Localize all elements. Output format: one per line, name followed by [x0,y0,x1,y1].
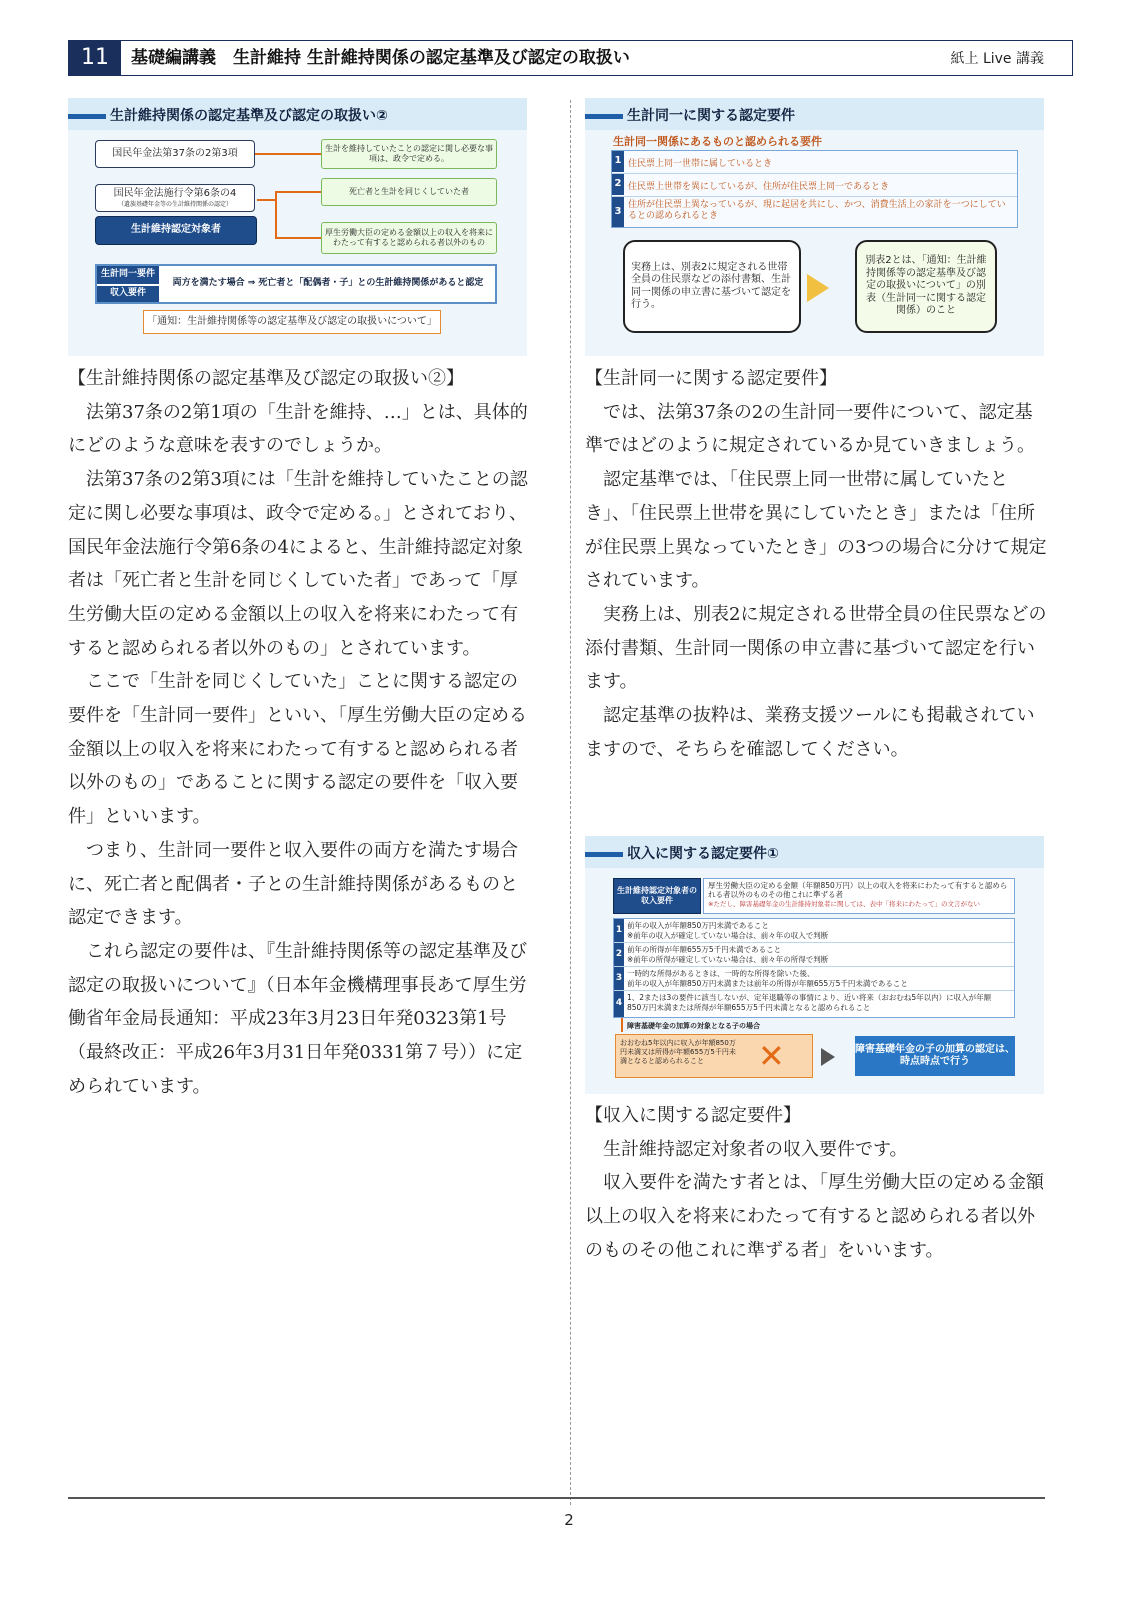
item-text [627,969,908,989]
footer-rule [68,1497,1045,1499]
section-heading: 【生計維持関係の認定基準及び認定の取扱い②】 [68,368,464,389]
list-item [612,197,1017,227]
paragraph: 認定基準では、「住民票上同一世帯に属していたとき」、「住民票上世帯を異にしていたとき」または「住所が住民票上異なっていたとき」の3つの場合に分けて規定されています。 [585,469,1047,592]
paragraph: 収入要件を満たす者とは、「厚生労働大臣の定める金額以上の収入を将来にわたって有すると認められる者以外のものその他これに準ずる者」をいいます。 [585,1172,1044,1261]
paragraph: では、法第37条の2の生計同一要件について、認定基準ではどのように規定されているか見ていきましょう。 [585,401,1035,457]
paragraph: 法第37条の2第1項の「生計を維持、…」とは、具体的にどのような意味を表すのでしょうか。 [68,401,528,457]
item-number: 2 [612,174,624,195]
item-line1: 前年の収入が年額850万円未満であること [627,921,769,930]
left-column-text [68,362,530,1103]
right-column-text-1 [585,362,1047,766]
slide-same-livelihood [585,98,1044,356]
paragraph: ここで「生計を同じくしていた」ことに関する認定の要件を「生計同一要件」といい、「厚生労働大臣の定める金額以上の収入を将来にわたって有すると認められる者以外のもの」であることに関する認定の要件を「収入要件」といいます。 [68,671,527,828]
right-column-text-2 [585,1099,1047,1268]
law-box-line2: （遺族基礎年金等の生計維持関係の認定） [117,200,232,208]
green-box-2: 死亡者と生計を同じくしていた者 [321,178,497,206]
item-text [627,945,828,965]
item-line2: ※前年の所得が確定していない場合は、前々年の所得で判断 [627,955,829,965]
paragraph: 認定基準の抜粋は、業務支援ツールにも掲載されていますので、そちらを確認してください。 [585,705,1035,760]
arrow-right-icon [821,1048,835,1066]
paragraph: 実務上は、別表2に規定される世帯全員の住民票などの添付書類、生計同一関係の申立書に基づいて認定を行います。 [585,603,1047,693]
list-item [614,919,1014,943]
item-text: 住所が住民票上異なっているが、現に起居を共にし、かつ、消費生活上の家計を一つにしているとの認められるとき [628,200,1006,221]
paragraph: 生計維持認定対象者の収入要件です。 [603,1138,908,1160]
slide-income-requirement [585,836,1044,1094]
section-heading: 【生計同一に関する認定要件】 [585,368,837,389]
practice-box: 実務上は、別表2に規定される世帯全員の住民票などの添付書類、生計同一関係の申立書に基づいて認定を行う。 [623,240,801,333]
item-number: 1 [614,919,624,942]
page-number: 2 [564,1511,574,1529]
slide-subtitle: 生計同一関係にあるものと認められる要件 [613,135,822,148]
table2-box: 別表2とは、「通知：生計維持関係等の認定基準及び認定の取扱いについて」の別表（生計同一に関する認定関係）のこと [855,240,997,333]
green-box-3: 厚生労働大臣の定める金額以上の収入を将来にわたって有すると認められる者以外のもの [321,222,497,254]
item-line1: 前年の所得が年額655万5千円未満であること [627,945,782,954]
slide-title-bar [68,98,527,130]
item-line1: 一時的な所得があるときは、一時的な所得を除いた後、 [627,969,815,978]
column-divider [570,100,571,1505]
item-number: 2 [614,943,624,966]
item-number: 4 [614,991,624,1017]
slide-title-bar [585,836,1044,868]
item-line2: 850万円未満または所得が年額655万5千円未満となると認められること [627,1003,871,1013]
paragraph: これら認定の要件は、『生計維持関係等の認定基準及び認定の取扱いについて』（日本年金機構理事長あて厚生労働省年金局長通知：平成23年3月23日年発0323第1号（最終改正：平成26年3月31日年発0331第７号））に定められています。 [68,940,527,1097]
law-box-line1: 国民年金法施行令第6条の4 [113,188,237,199]
page-subtitle: 紙上 Live 講義 [950,51,1044,67]
item-text: 住民票上世帯を異にしているが、住所が住民票上同一であるとき [628,182,890,192]
paragraph: 法第37条の2第3項には「生計を維持していたことの認定に関し必要な事項は、政令で定める。」とされており、国民年金法施行令第6条の4によると、生計維持認定対象者は「死亡者と生計を同じくしていた者」であって「厚生労働大臣の定める金額以上の収入を将来にわたって有すると認められる者以外のもの」とされています。 [68,469,528,659]
green-box-1: 生計を維持していたことの認定に関し必要な事項は、政令で定める。 [321,139,497,169]
req-label-2: 収入要件 [97,286,159,302]
arrow-right-icon [807,274,829,302]
target-box: 生計維持認定対象者 [95,216,257,245]
orange-box [615,1034,813,1078]
item-line2: 前年の収入が年額850万円未満または前年の所得が年額655万5千円未満であること [627,979,908,989]
child-note: 障害基礎年金の加算の対象となる子の場合 [627,1022,760,1030]
chapter-number: 11 [69,41,121,75]
section-heading: 【収入に関する認定要件】 [585,1105,801,1126]
slide-title: 収入に関する認定要件① [627,846,779,862]
req-label-1: 生計同一要件 [97,266,159,284]
income-list [613,918,1015,1018]
list-item [614,943,1014,967]
slide-title: 生計維持関係の認定基準及び認定の取扱い② [110,108,388,124]
notice-box: 「通知：生計維持関係等の認定基準及び認定の取扱いについて」 [143,310,441,334]
page-header [68,40,1073,76]
item-text: 住民票上同一世帯に属しているとき [628,159,773,169]
paragraph: つまり、生計同一要件と収入要件の両方を満たす場合に、死亡者と配偶者・子との生計維持関係があるものと認定できます。 [68,839,518,929]
page-title: 基礎編講義 生計維持 生計維持関係の認定基準及び認定の取扱い [131,48,630,68]
orange-text: おおむね5年以内に収入が年額850万円未満又は所得が年額655万5千円未満となると認められること [620,1039,736,1065]
item-number: 1 [612,151,624,172]
item-line1: 1、2または3の要件に該当しないが、定年退職等の事情により、近い将来（おおむね5年以内）に収入が年額 [627,993,992,1002]
income-label: 生計維持認定対象者の収入要件 [613,878,701,914]
list-item [612,151,1017,174]
slide-title-bar [585,98,1044,130]
blue-box: 障害基礎年金の子の加算の認定は、時点時点で行う [855,1036,1015,1076]
item-number: 3 [612,197,624,227]
income-header-note: ※ただし、障害基礎年金の生計維持対象者に関しては、表中「将来にわたって」の文言がない [708,899,980,908]
item-number: 3 [614,967,624,990]
income-header-text: 厚生労働大臣の定める金額（年額850万円）以上の収入を将来にわたって有すると認められる者以外のものその他これに準ずる者 [708,881,1008,900]
cross-icon: ✕ [758,1037,785,1075]
requirements-result: 両方を満たす場合 ⇒ 死亡者と「配偶者・子」との生計維持関係があると認定 [172,278,484,289]
law-box-enforcement [95,184,255,212]
list-item [614,967,1014,991]
item-text [627,993,991,1013]
slide-title: 生計同一に関する認定要件 [627,108,795,124]
requirement-list [611,150,1018,228]
income-header [703,878,1015,914]
list-item [614,991,1014,1017]
item-text [627,921,828,941]
law-box-37: 国民年金法第37条の2第3項 [95,140,255,168]
slide-maintenance-criteria [68,98,527,356]
item-line2: ※前年の収入が確定していない場合は、前々年の収入で判断 [627,931,829,941]
list-item [612,174,1017,197]
